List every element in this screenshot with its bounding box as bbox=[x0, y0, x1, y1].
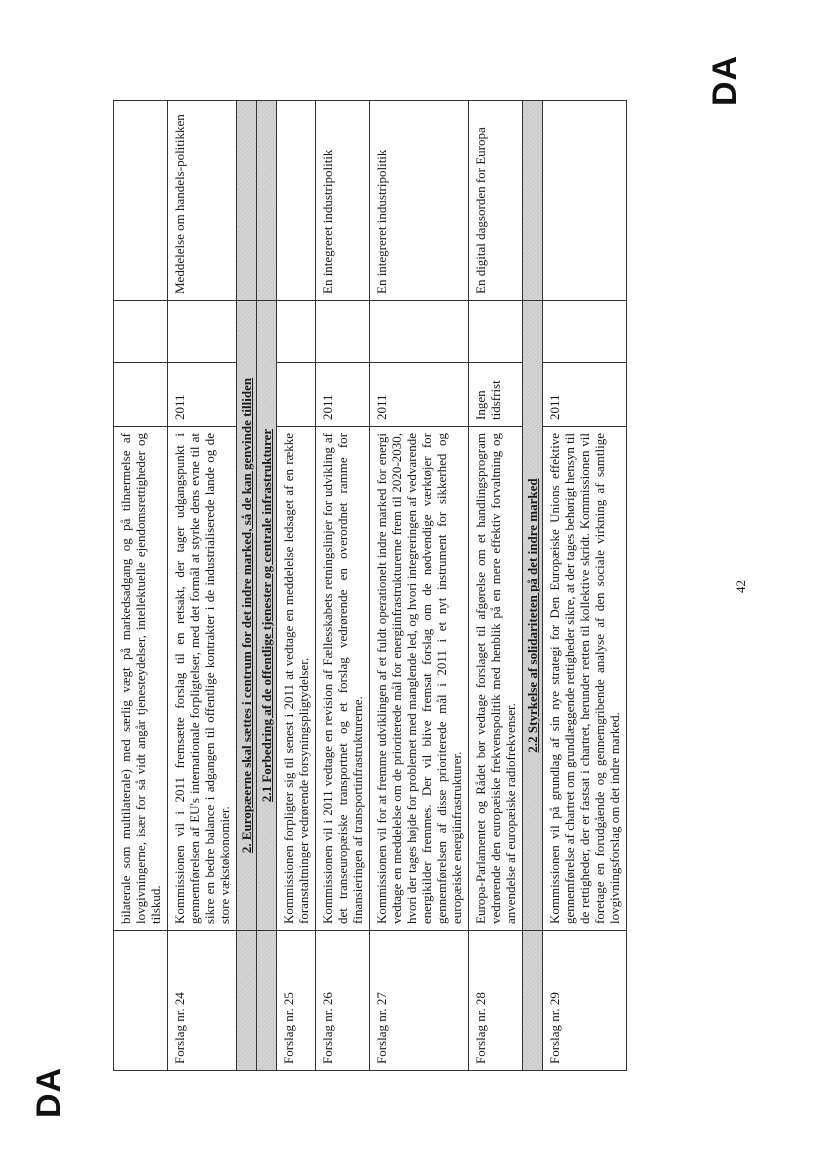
proposal-label: Forslag nr. 25 bbox=[277, 931, 316, 1071]
proposal-year: Ingen tidsfrist bbox=[469, 363, 523, 427]
proposals-table bbox=[113, 100, 627, 1071]
continuation-text: bilaterale som multilaterale) med særlig vægt på markedsadgang og på tilnærmelse af lovgivningerne, især for så vidt angår tjenesteydelser, intellektuelle ejendomsrettigheder og tilskud. bbox=[114, 427, 168, 931]
language-code-top: DA bbox=[30, 1066, 68, 1118]
proposal-text: Europa-Parlamentet og Rådet bør vedtage forslaget til afgørelse om et handlingsprogram vedrørende den europæiske frekvenspolitik med henblik på en mere effektiv forvaltning og anvendelse af europæiske radiofrekvenser. bbox=[469, 427, 523, 931]
table-row bbox=[168, 101, 237, 1071]
page-number: 42 bbox=[733, 580, 748, 593]
proposal-label: Forslag nr. 27 bbox=[370, 931, 469, 1071]
proposal-label: Forslag nr. 26 bbox=[316, 931, 370, 1071]
proposal-reference: Meddelelse om handels-politikken bbox=[168, 101, 237, 301]
proposal-year: 2011 bbox=[168, 363, 237, 427]
table-row bbox=[316, 101, 370, 1071]
proposal-label: Forslag nr. 29 bbox=[543, 931, 627, 1071]
proposal-year: 2011 bbox=[543, 363, 627, 427]
proposal-text: Kommissionen vil for at fremme udviklingen af et fuldt operationelt indre marked for energi vedtage en meddelelse om de prioriterede mål for energiinfrastrukturerne frem til 2020-2030, hvori der tages højde for problemet med manglende led, og hvori integreringen af vedvarende energikilder fremmes. Der vil blive fremsat forslag om de nødvendige værktøjer for gennemførelsen af disse prioriterede mål i 2011 i et nyt instrument for sikkerhed og europæiske energiinfrastrukturer. bbox=[370, 427, 469, 931]
language-code-bottom: DA bbox=[706, 54, 744, 106]
proposal-text: Kommissionen vil i 2011 fremsætte forslag til en retsakt, der tager udgangspunkt i gennemførelsen af EU's internationale forpligtelser, med det formål at styrke dens evne til at sikre en bedre balance i adgangen til offentlige kontrakter i de industrialiserede lande og de store vækstøkonomier. bbox=[168, 427, 237, 931]
label-cell bbox=[114, 931, 168, 1071]
table-row bbox=[277, 101, 316, 1071]
proposal-reference: En integreret industripolitik bbox=[370, 101, 469, 301]
subsection-heading-row bbox=[523, 101, 543, 1071]
section-heading-row bbox=[237, 101, 257, 1071]
proposal-text: Kommissionen vil i 2011 vedtage en revision af Fællesskabets retningslinjer for udvikling af det transeuropæiske transportnet og et forslag vedrørende en overordnet ramme for finansieringen af transportinfrastrukturerne. bbox=[316, 427, 370, 931]
subsection-heading: 2.2 Styrkelse af solidariteten på det indre marked bbox=[523, 301, 543, 931]
table-row bbox=[469, 101, 523, 1071]
table-row bbox=[114, 101, 168, 1071]
proposal-text: Kommissionen vil på grundlag af sin nye strategi for Den Europæiske Unions effektive gennemførelse af chartret om grundlæggende rettigheder sikre, at der tages behørigt hensyn til de rettigheder, der er fastsat i chartret, herunder retten til kollektive skridt. Kommissionen vil foretage en forudgående og gennemgribende analyse af den sociale virkning af samtlige lovgivningsforslag om det indre marked. bbox=[543, 427, 627, 931]
proposal-year: 2011 bbox=[370, 363, 469, 427]
proposal-year: 2011 bbox=[316, 363, 370, 427]
proposal-reference bbox=[543, 101, 627, 301]
proposal-reference: En digital dagsorden for Europa bbox=[469, 101, 523, 301]
proposal-text: Kommissionen forpligter sig til senest i 2011 at vedtage en meddelelse ledsaget af en række foranstaltninger vedrørende forsyningspligtydelser. bbox=[277, 427, 316, 931]
table-row bbox=[543, 101, 627, 1071]
proposal-reference bbox=[277, 101, 316, 301]
table-row bbox=[370, 101, 469, 1071]
subsection-heading-row bbox=[257, 101, 277, 1071]
section-heading: 2. Europæerne skal sættes i centrum for det indre marked, så de kan genvinde tilliden bbox=[237, 301, 257, 931]
proposal-year bbox=[277, 363, 316, 427]
proposal-reference: En integreret industripolitik bbox=[316, 101, 370, 301]
proposal-label: Forslag nr. 24 bbox=[168, 931, 237, 1071]
subsection-heading: 2.1 Forbedring af de offentlige tjenester og centrale infrastrukturer bbox=[257, 301, 277, 931]
proposal-label: Forslag nr. 28 bbox=[469, 931, 523, 1071]
